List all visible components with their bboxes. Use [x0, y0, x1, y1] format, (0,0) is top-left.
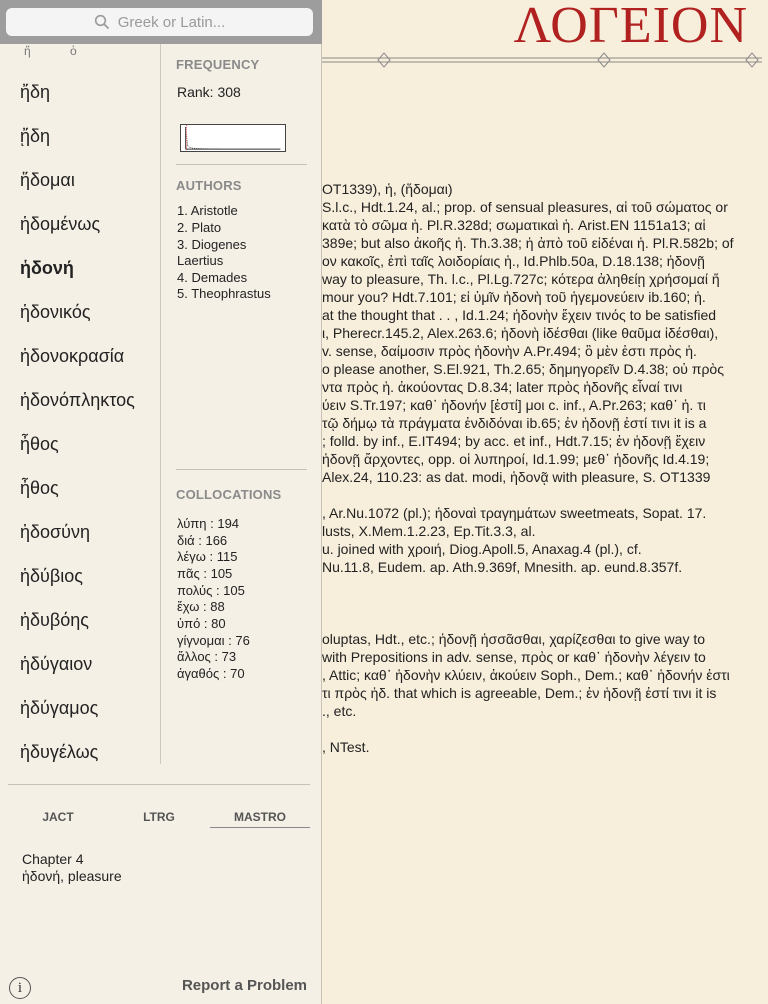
word-list-item[interactable]: ἡδονοκρασία: [20, 346, 125, 366]
tab-jact[interactable]: JACT: [42, 810, 74, 824]
tab-ltrg[interactable]: LTRG: [143, 810, 175, 824]
entry-line: Alex.24, 110.23: as dat. modi, ἡδονᾷ with pleasure, S. OT1339: [322, 469, 711, 485]
collocation-item: λέγω : 115: [177, 549, 238, 564]
collocation-item: πολύς : 105: [177, 583, 245, 598]
entry-line: τῷ δήμῳ τὰ πράγματα ἐνδιδόναι ib.65; ἐν ἡδονῇ ἐστί τινι it is a: [322, 415, 707, 431]
entry-line: mour you? Hdt.7.101; εἰ ὑμῖν ἡδονὴ τοῦ ἡγεμονεύειν ib.160; ἡ.: [322, 289, 706, 305]
word-list-item[interactable]: ᾔδη: [20, 126, 51, 146]
entry-line: ντα πρὸς ἡ. ἀκούοντας D.8.34; later πρὸς ἡδονῆς εἶναί τινι: [322, 379, 683, 395]
chapter-title: Chapter 4: [22, 851, 84, 867]
search-input[interactable]: [6, 8, 313, 36]
entry-line: ἡδονῇ ἄρχοντες, opp. οἱ λυπηροί, Id.1.99; μεθ᾽ ἡδονῆς Id.4.19;: [322, 451, 710, 467]
word-list-item[interactable]: ἡδύβιος: [20, 566, 83, 586]
entry-line: o please another, S.El.921, Th.2.65; δημηγορεῖν D.4.38; οὐ πρὸς: [322, 361, 724, 377]
entry-line: v. sense, δαίμοσιν πρὸς ἡδονὴν A.Pr.494; ὃ μὲν ἐστι πρὸς ἡ.: [322, 343, 697, 359]
entry-line: ., etc.: [322, 703, 357, 719]
word-list-item[interactable]: ἡδύγαμος: [20, 698, 99, 718]
word-list-item[interactable]: ἡδυγέλως: [20, 742, 99, 762]
info-icon[interactable]: i: [9, 977, 31, 999]
collocation-item: πᾶς : 105: [177, 566, 233, 581]
entry-line: OT1339), ἡ, (ἥδομαι): [322, 181, 453, 197]
author-item: 3. Diogenes: [177, 237, 247, 252]
entry-line: ; folld. by inf., E.IT494; by acc. et inf., Hdt.7.15; ἐν ἡδονῇ ἔχειν: [322, 433, 706, 449]
lookup-panel: [0, 0, 322, 1004]
word-list-item[interactable]: ἡδυβόης: [20, 610, 89, 630]
logeion-logo: ΛΟΓΕΙΟΝ: [513, 0, 748, 54]
active-tab-indicator: [210, 827, 310, 828]
ornament-divider: [322, 50, 762, 70]
word-list-item[interactable]: ἤδη: [20, 82, 51, 102]
entry-line: κατὰ τὸ σῶμα ἡ. Pl.R.328d; σωματικαὶ ἡ. Arist.EN 1151a13; αἱ: [322, 217, 706, 233]
word-list-item[interactable]: ἥδομαι: [20, 170, 75, 190]
entry-line: Nu.11.8, Eudem. ap. Ath.9.369f, Mnesith. ap. eund.8.357f.: [322, 559, 683, 575]
word-list-item[interactable]: ἦθος: [20, 434, 59, 454]
chapter-word: ἡδονή, pleasure: [22, 868, 122, 884]
divider: [176, 164, 307, 165]
report-problem-link[interactable]: Report a Problem: [181, 977, 307, 994]
entry-line: ι, Pherecr.145.2, Alex.263.6; ἡδονὴ ἰδέσθαι (like θαῦμα ἰδέσθαι),: [322, 325, 719, 341]
collocation-item: ἀγαθός : 70: [177, 666, 245, 681]
frequency-rank: Rank: 308: [177, 84, 241, 100]
collocation-item: ἔχω : 88: [177, 599, 225, 614]
author-item: Laertius: [177, 253, 224, 268]
frequency-graph: [180, 124, 286, 152]
entry-line: 389e; but also ἀκοῆς ἡ. Th.3.38; ἡ ἀπὸ τοῦ εἰδέναι ἡ. Pl.R.582b; of: [322, 235, 734, 251]
entry-line: , Ar.Nu.1072 (pl.); ἡδοναὶ τραγημάτων sweetmeats, Sopat. 17.: [322, 505, 707, 521]
entry-line: , Attic; καθ᾽ ἡδονὴν κλύειν, ἀκούειν Soph., Dem.; καθ᾽ ἡδονήν ἐστι: [322, 667, 730, 683]
author-item: 2. Plato: [177, 220, 222, 235]
word-list-item-selected[interactable]: ἡδονή: [20, 258, 74, 278]
entry-line: u. joined with χροιή, Diog.Apoll.5, Anaxag.4 (pl.), cf.: [322, 541, 642, 557]
collocations-heading: COLLOCATIONS: [176, 487, 282, 502]
author-item: 4. Demades: [177, 270, 248, 285]
entry-line: , NTest.: [322, 739, 370, 755]
collocation-item: ἄλλος : 73: [177, 649, 237, 664]
word-list-item[interactable]: ἡδονικός: [20, 302, 91, 322]
entry-line: ον κακοῖς, ἐπὶ ταῖς λοιδορίαις ἡ., Id.Phlb.50a, D.18.138; ἡδονῇ: [322, 253, 705, 269]
word-list-item[interactable]: ἡδομένως: [20, 214, 101, 234]
entry-line: lusts, X.Mem.1.2.23, Ep.Tit.3.3, al.: [322, 523, 536, 539]
collocation-item: γίγνομαι : 76: [177, 633, 250, 648]
word-list-item[interactable]: ἦθος: [20, 478, 59, 498]
entry-line: ύειν S.Tr.197; καθ᾽ ἡδονήν [ἐστί] μοι c. inf., A.Pr.263; καθ᾽ ἡ. τι: [322, 397, 706, 413]
word-details: [176, 44, 308, 764]
divider: [8, 784, 310, 785]
entry-line: oluptas, Hdt., etc.; ἡδονῇ ἡσσᾶσθαι, χαρίζεσθαι to give way to: [322, 631, 706, 647]
divider: [176, 469, 307, 470]
entry-line: S.l.c., Hdt.1.24, al.; prop. of sensual pleasures, αἱ τοῦ σώματος or: [322, 199, 728, 215]
collocation-item: ὑπό : 80: [177, 616, 226, 631]
author-item: 1. Aristotle: [177, 203, 238, 218]
entry-line: with Prepositions in adv. sense, πρὸς or καθ᾽ ἡδονὴν λέγειν to: [322, 649, 706, 665]
entry-line: τι πρὸς ἡδ. that which is agreeable, Dem.; ἐν ἡδονῇ ἐστί τινι it is: [322, 685, 717, 701]
word-list: [0, 44, 161, 764]
word-list-item[interactable]: ἡδοσύνη: [20, 522, 91, 542]
frequency-heading: FREQUENCY: [176, 57, 260, 72]
word-list-item[interactable]: ἡδύγαιον: [20, 654, 93, 674]
search-icon: [94, 14, 110, 30]
authors-heading: AUTHORS: [176, 178, 242, 193]
entry-line: way to pleasure, Th. l.c., Pl.Lg.727c; κότερα ἀληθείῃ χρήσομαί ἤ: [322, 271, 720, 287]
collocation-item: διά : 166: [177, 533, 228, 548]
entry-line: at the thought that . . , Id.1.24; ἡδονὴν ἔχειν τινός to be satisfied: [322, 307, 717, 323]
word-list-item[interactable]: ἡδονόπληκτος: [20, 390, 135, 410]
partial-list-item: ἤ ὁ: [24, 44, 95, 58]
search-bar: [0, 0, 322, 44]
tab-mastro[interactable]: MASTRO: [234, 810, 286, 824]
author-item: 5. Theophrastus: [177, 286, 271, 301]
collocation-item: λύπη : 194: [177, 516, 240, 531]
